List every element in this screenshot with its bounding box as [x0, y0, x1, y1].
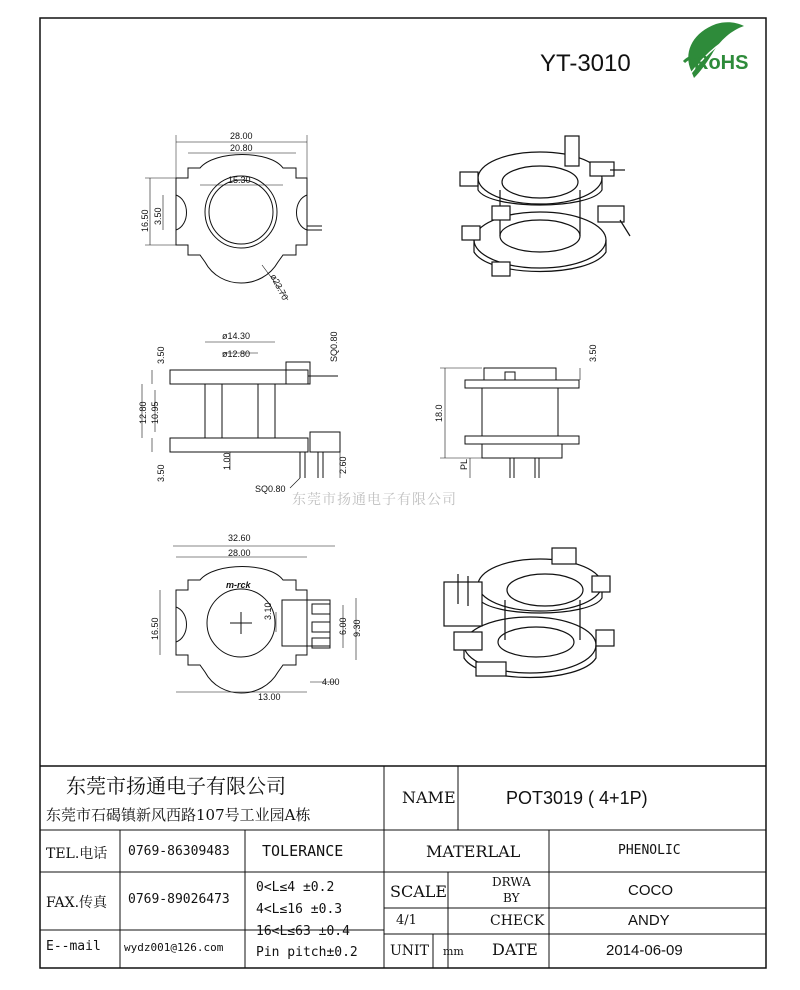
dim-side-v1: 3.50 [156, 346, 166, 364]
dim-bot-w2: 28.00 [228, 548, 251, 558]
name-value: POT3019 ( 4+1P) [506, 788, 648, 808]
dim-bot-w1: 32.60 [228, 533, 251, 543]
dim-top-w3: 15.30 [228, 175, 251, 185]
dim-side-v2: 12.80 [138, 401, 148, 424]
dim-bot-w4: 4.00 [322, 677, 340, 687]
rohs-label: RoHS [694, 52, 749, 74]
dim-side-d2: ø12.80 [222, 349, 251, 359]
tolerance-label: TOLERANCE [262, 842, 344, 860]
dim-bot-h1: 16.50 [150, 617, 160, 640]
tel-label: TEL.电话 [46, 846, 108, 862]
company-name: 东莞市扬通电子有限公司 [66, 774, 286, 798]
email-value: wydz001@126.com [124, 941, 224, 954]
dim-top-w2: 20.80 [230, 143, 253, 153]
dim-bot-h2: 3.10 [263, 602, 273, 620]
material-label: MATERLAL [426, 842, 521, 861]
top-view [145, 135, 322, 300]
dim-top-dia: ø23.70 [268, 272, 291, 302]
dim-top-h1: 16.50 [140, 209, 150, 232]
email-label: E--mail [46, 939, 101, 954]
date-value: 2014-06-09 [606, 942, 683, 959]
unit-label: UNIT [390, 943, 429, 959]
dim-side-v6: 2.60 [338, 456, 348, 474]
dim-side-d1: ø14.30 [222, 331, 251, 341]
tolerance-row-2: 4<L≤16 ±0.3 [256, 902, 343, 917]
dim-end-h2: 18.0 [434, 404, 444, 422]
tel-value: 0769-86309483 [128, 844, 230, 859]
bottom-view-mark: m-rck [226, 580, 251, 590]
drawn-label-2: BY [503, 891, 520, 905]
dim-end-h1: 3.50 [588, 344, 598, 362]
watermark: 东莞市扬通电子有限公司 [292, 492, 457, 508]
dim-top-w1: 28.00 [230, 131, 253, 141]
dim-bot-h3: 6.00 [338, 617, 348, 635]
fax-value: 0769-89026473 [128, 892, 230, 907]
dim-bot-h4: 9.30 [352, 619, 362, 637]
scale-value: 4/1 [396, 913, 417, 928]
isometric-view-1 [460, 136, 630, 276]
dim-side-sq2: SQ0.80 [255, 484, 286, 494]
drawn-value: COCO [628, 882, 673, 899]
date-label: DATE [492, 940, 538, 959]
dim-end-pl: PL [459, 458, 469, 470]
company-address: 东莞市石碣镇新风西路107号工业园A栋 [46, 806, 311, 824]
dim-top-h2: 3.50 [153, 207, 163, 225]
side-view [142, 342, 340, 488]
dim-side-sq1: SQ0.80 [329, 331, 339, 362]
isometric-view-2 [444, 548, 614, 678]
part-code: YT-3010 [540, 50, 631, 77]
dim-bot-w3: 13.00 [258, 692, 281, 702]
fax-label: FAX.传真 [46, 895, 108, 911]
material-value: PHENOLIC [618, 843, 681, 858]
tolerance-row-3: 16<L≤63 ±0.4 [256, 924, 350, 939]
check-value: ANDY [628, 912, 670, 929]
dim-side-v5: 1.00 [222, 452, 232, 470]
bottom-view [160, 546, 356, 693]
unit-value: mm [443, 945, 464, 958]
tolerance-row-4: Pin pitch±0.2 [256, 945, 358, 960]
drawn-label-1: DRWA [492, 875, 531, 889]
name-label: NAME [402, 788, 456, 807]
dim-side-v4: 3.50 [156, 464, 166, 482]
scale-label: SCALE [390, 882, 448, 901]
dim-side-v3: 10.95 [150, 401, 160, 424]
tolerance-row-1: 0<L≤4 ±0.2 [256, 880, 335, 895]
check-label: CHECK [490, 913, 545, 929]
